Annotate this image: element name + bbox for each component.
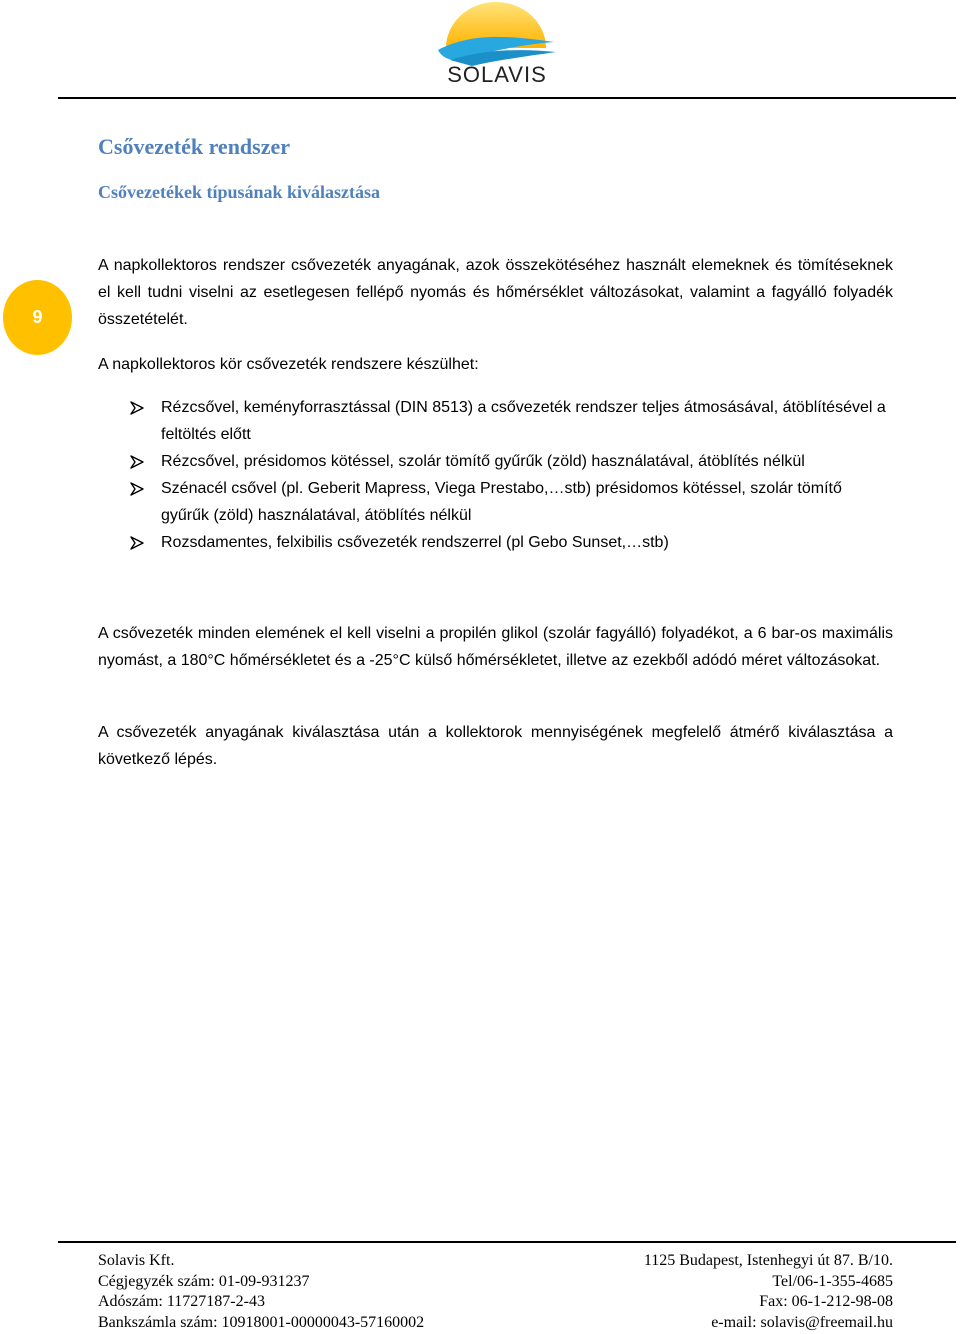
footer-bank-account: Bankszámla szám: 10918001-00000043-57160002: [98, 1313, 425, 1331]
section-subtitle: Csővezetékek típusának kiválasztása: [98, 182, 381, 202]
arrow-bullet-icon: [130, 482, 144, 496]
page-number-badge: [3, 280, 72, 355]
next-step-paragraph: A csővezeték anyagának kiválasztása után a kollektorok mennyiségének megfelelő átmérő kiválasztása a következő lépés.: [98, 724, 893, 768]
arrow-bullet-icon: [130, 536, 144, 550]
footer-email: e-mail: solavis@freemail.hu: [711, 1313, 893, 1331]
header-rule: [58, 97, 956, 99]
solavis-logo: [432, 2, 562, 90]
footer-company-info: [98, 1251, 518, 1333]
list-item-text: Rézcsővel, présidomos kötéssel, szolár tömítő gyűrűk (zöld) használatával, átöblítés nélkül: [161, 453, 805, 470]
footer-contact-info: [473, 1251, 893, 1333]
pipe-options-list: [130, 394, 890, 556]
arrow-bullet-icon: [130, 455, 144, 469]
footer-fax: Fax: 06-1-212-98-08: [759, 1293, 893, 1311]
list-item: [130, 475, 890, 529]
footer-registration: Cégjegyzék szám: 01-09-931237: [98, 1272, 310, 1290]
footer-address: 1125 Budapest, Istenhegyi út 87. B/10.: [643, 1252, 893, 1269]
footer-company-name: Solavis Kft.: [98, 1252, 175, 1269]
list-item: [130, 448, 890, 475]
page-title: Csővezeték rendszer: [98, 134, 291, 159]
footer-rule: [58, 1241, 956, 1243]
list-item-text: Rozsdamentes, felxibilis csővezeték rendszerrel (pl Gebo Sunset,…stb): [161, 534, 669, 551]
logo-text: SOLAVIS: [447, 62, 547, 87]
list-item: [130, 529, 890, 556]
footer-tax-number: Adószám: 11727187-2-43: [98, 1293, 265, 1311]
intro-paragraph: A napkollektoros rendszer csővezeték anyagának, azok összekötéséhez használt elemeknek és tömítéseknek el kell tudni viselni az esetlegesen fellépő nyomás és hőmérséklet változásokat, valamint a fagyálló folyadék összetételét.: [98, 257, 893, 328]
arrow-bullet-icon: [130, 401, 144, 415]
list-item: [130, 394, 890, 448]
list-intro-paragraph: A napkollektoros kör csővezeték rendszere készülhet:: [98, 356, 479, 373]
requirements-paragraph: A csővezeték minden elemének el kell viselni a propilén glikol (szolár fagyálló) folyadékot, a 6 bar-os maximális nyomást, a 180°C hőmérsékletet és a -25°C külső hőmérsékletet, illetve az ezekből adódó méret változásokat.: [98, 625, 893, 669]
page-number: 9: [32, 307, 43, 327]
footer-phone: Tel/06-1-355-4685: [772, 1272, 893, 1290]
list-item-text: Szénacél csővel (pl. Geberit Mapress, Viega Prestabo,…stb) présidomos kötéssel, szolár tömítő gyűrűk (zöld) használatával, átöblítés nélkül: [161, 480, 842, 524]
list-item-text: Rézcsővel, keményforrasztással (DIN 8513) a csővezeték rendszer teljes átmosásával, átöblítésével a feltöltés előtt: [161, 399, 886, 443]
